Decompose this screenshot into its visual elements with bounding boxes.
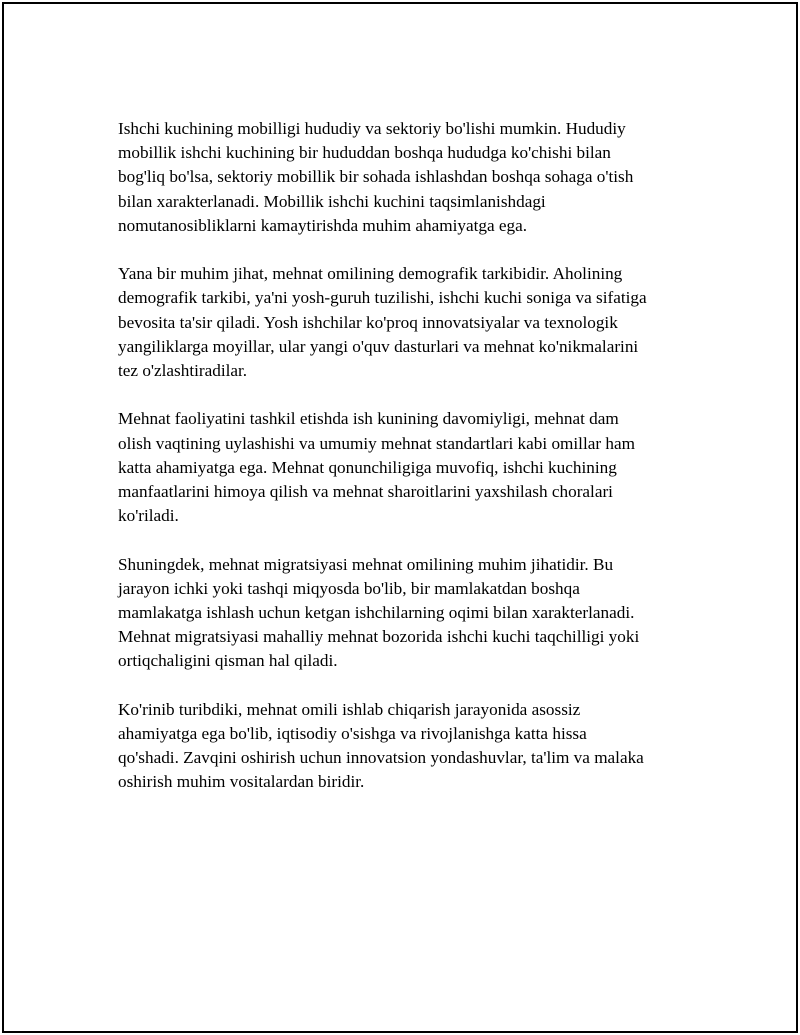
text-line: Mehnat faoliyatini tashkil etishda ish kunining davomiyligi, mehnat dam bbox=[118, 409, 619, 429]
text-line: Mehnat migratsiyasi mahalliy mehnat bozorida ishchi kuchi taqchilligi yoki bbox=[118, 627, 640, 647]
paragraph-migration bbox=[118, 553, 693, 674]
text-line: oshirish muhim vositalardan biridir. bbox=[118, 772, 365, 792]
paragraph-work-organization bbox=[118, 407, 693, 528]
text-line: Ko'rinib turibdiki, mehnat omili ishlab chiqarish jarayonida asossiz bbox=[118, 699, 581, 719]
text-line: ahamiyatga ega bo'lib, iqtisodiy o'sishga va rivojlanishga katta hissa bbox=[118, 724, 587, 744]
text-line: katta ahamiyatga ega. Mehnat qonunchiligiga muvofiq, ishchi kuchining bbox=[118, 457, 617, 477]
text-line: jarayon ichki yoki tashqi miqyosda bo'lib, bir mamlakatdan boshqa bbox=[118, 578, 580, 598]
text-line: bevosita ta'sir qiladi. Yosh ishchilar ko'proq innovatsiyalar va texnologik bbox=[118, 312, 618, 332]
text-line: Yana bir muhim jihat, mehnat omilining demografik tarkibidir. Aholining bbox=[118, 264, 623, 284]
text-line: mamlakatga ishlash uchun ketgan ishchilarning oqimi bilan xarakterlanadi. bbox=[118, 603, 635, 623]
text-line: bog'liq bo'lsa, sektoriy mobillik bir sohada ishlashdan boshqa sohaga o'tish bbox=[118, 167, 634, 187]
text-line: yangiliklarga moyillar, ular yangi o'quv dasturlari va mehnat ko'nikmalarini bbox=[118, 336, 639, 356]
text-line: manfaatlarini himoya qilish va mehnat sharoitlarini yaxshilash choralari bbox=[118, 482, 613, 502]
paragraph-demographics bbox=[118, 262, 693, 383]
text-line: olish vaqtining uylashishi va umumiy mehnat standartlari kabi omillar ham bbox=[118, 433, 635, 453]
text-line: ko'riladi. bbox=[118, 506, 179, 526]
text-line: tez o'zlashtiradilar. bbox=[118, 361, 248, 381]
document-body bbox=[118, 117, 693, 819]
text-line: bilan xarakterlanadi. Mobillik ishchi kuchini taqsimlanishdagi bbox=[118, 191, 546, 211]
text-line: Shuningdek, mehnat migratsiyasi mehnat omilining muhim jihatidir. Bu bbox=[118, 554, 614, 574]
paragraph-mobility bbox=[118, 117, 693, 238]
text-line: mobillik ishchi kuchining bir hududdan boshqa hududga ko'chishi bilan bbox=[118, 143, 611, 163]
text-line: qo'shadi. Zavqini oshirish uchun innovatsion yondashuvlar, ta'lim va malaka bbox=[118, 748, 644, 768]
text-line: demografik tarkibi, ya'ni yosh-guruh tuzilishi, ishchi kuchi soniga va sifatiga bbox=[118, 288, 647, 308]
text-line: nomutanosibliklarni kamaytirishda muhim ahamiyatga ega. bbox=[118, 215, 528, 235]
text-line: Ishchi kuchining mobilligi hududiy va sektoriy bo'lishi mumkin. Hududiy bbox=[118, 119, 626, 138]
paragraph-conclusion bbox=[118, 698, 693, 795]
text-line: ortiqchaligini qisman hal qiladi. bbox=[118, 651, 338, 671]
